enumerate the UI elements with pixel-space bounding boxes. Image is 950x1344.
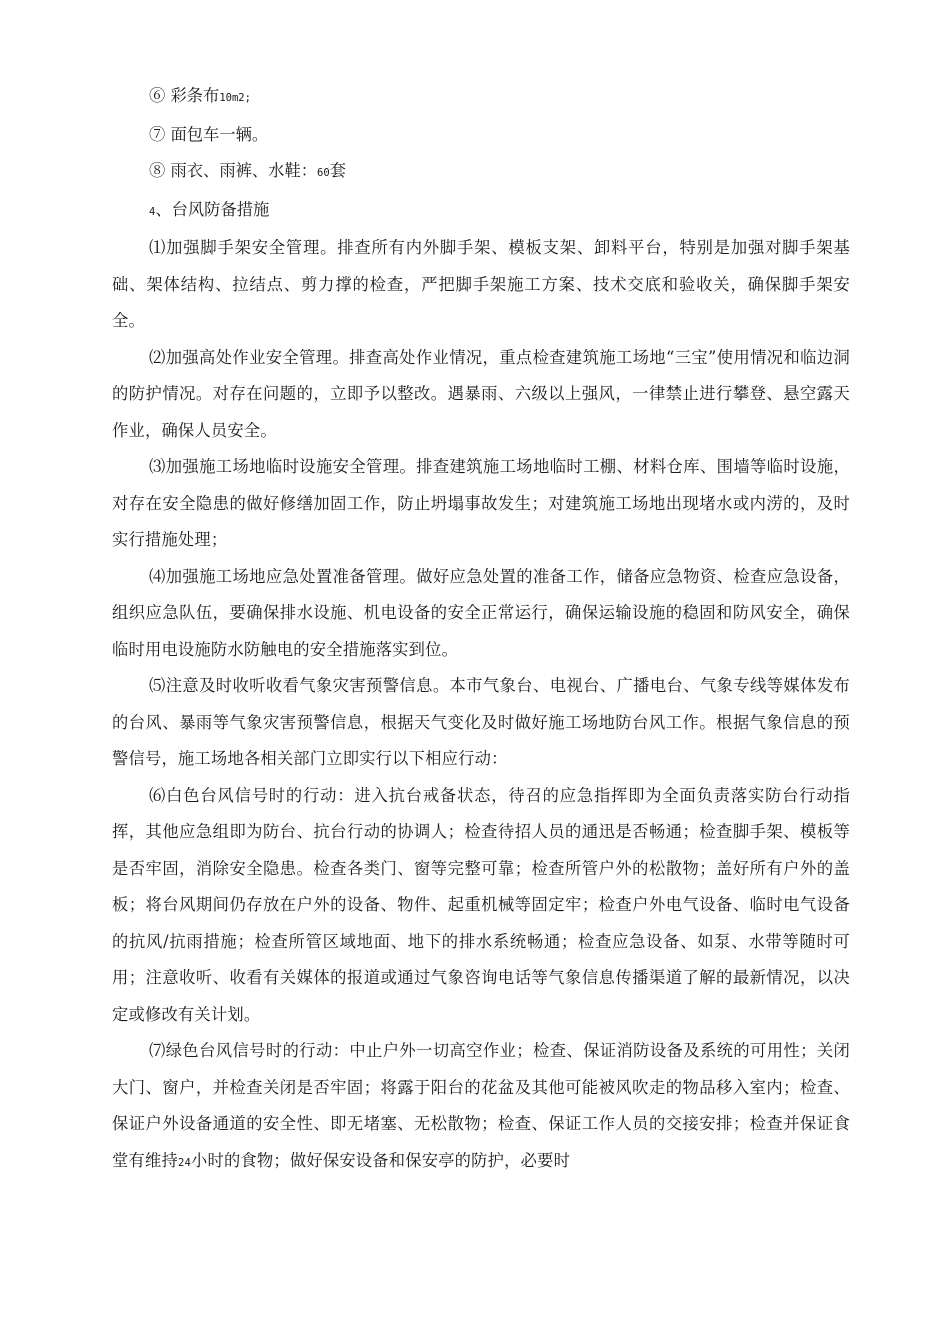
- paragraph-3: [112, 449, 850, 559]
- list-item-text: 彩条布: [170, 86, 220, 105]
- section-title: 、台风防备措施: [155, 199, 270, 219]
- list-item-text: 雨衣、雨裤、水鞋：: [170, 161, 318, 180]
- section-heading: [112, 192, 850, 231]
- paragraph-number: 24: [177, 1156, 191, 1169]
- paragraph-text: 加强脚手架安全管理。排查所有内外脚手架、模板支架、卸料平台，特别是加强对脚手架基础、架体结构、拉结点、剪力撑的检查，严把脚手架施工方案、技术交底和验收关，确保脚手架安全。: [112, 238, 850, 330]
- list-item-text: 面包车一辆。: [170, 124, 269, 144]
- paragraph-text: 加强施工场地应急处置准备管理。做好应急处置的准备工作，储备应急物资、检查应急设备，组织应急队伍，要确保排水设施、机电设备的安全正常运行，确保运输设施的稳固和防风安全，确保临时用电设施防水防触电的安全措施落实到位。: [112, 566, 850, 659]
- paragraph-text: 白色台风信号时的行动：进入抗台戒备状态，待召的应急指挥即为全面负责落实防台行动指挥，其他应急组即为防台、抗台行动的协调人；检查待招人员的通迅是否畅通；检查脚手架、模板等是否牢固，消除安全隐患。检查各类门、窗等完整可靠；检查所管户外的松散物；盖好所有户外的盖板；将台风期间仍存放在户外的设备、物件、起重机械等固定牢；检查户外电气设备、临时电气设备的抗风/抗雨措施；检查所管区域地面、地下的排水系统畅通；检查应急设备、如泵、水带等随时可用；注意收听、收看有关媒体的报道或通过气象咨询电话等气象信息传播渠道了解的最新情况，以决定或修改有关计划。: [112, 785, 850, 1024]
- list-marker: ⑦: [149, 124, 166, 144]
- paragraph-marker: ⑴: [149, 238, 167, 257]
- paragraph-marker: ⑹: [149, 785, 167, 805]
- paragraph-marker: ⑸: [149, 676, 166, 695]
- list-marker: ⑥: [149, 86, 166, 105]
- list-item-quantity: 10m2;: [219, 92, 251, 104]
- paragraph-2: [112, 340, 850, 450]
- paragraph-7: [112, 1033, 850, 1181]
- paragraph-marker: ⑷: [149, 566, 166, 586]
- paragraph-5: [112, 668, 850, 778]
- paragraph-6: [112, 778, 850, 1034]
- list-item-8: [112, 153, 850, 192]
- section-number: 4: [149, 205, 156, 218]
- paragraph-4: [112, 559, 850, 669]
- document-body: [112, 78, 850, 1181]
- paragraph-marker: ⑺: [149, 1041, 166, 1060]
- list-item-6: [112, 78, 850, 117]
- paragraph-marker: ⑶: [149, 457, 166, 476]
- paragraph-text-continued: 小时的食物；做好保安设备和保安亭的防护，必要时: [190, 1150, 571, 1170]
- list-item-unit: 套: [329, 161, 346, 180]
- paragraph-text: 加强高处作业安全管理。排查高处作业情况，重点检查建筑施工场地“三宝”使用情况和临边洞的防护情况。对存在问题的，立即予以整改。遇暴雨、六级以上强风，一律禁止进行攀登、悬空露天作业，确保人员安全。: [112, 347, 850, 440]
- list-item-7: [112, 117, 850, 154]
- paragraph-text: 注意及时收听收看气象灾害预警信息。本市气象台、电视台、广播电台、气象专线等媒体发布的台风、暴雨等气象灾害预警信息，根据天气变化及时做好施工场地防台风工作。根据气象信息的预警信号，施工场地各相关部门立即实行以下相应行动：: [112, 676, 850, 768]
- paragraph-text: 绿色台风信号时的行动：中止户外一切高空作业；检查、保证消防设备及系统的可用性；关闭大门、窗户，并检查关闭是否牢固；将露于阳台的花盆及其他可能被风吹走的物品移入室内；检查、保证户外设备通道的安全性、即无堵塞、无松散物；检查、保证工作人员的交接安排；检查并保证食堂有维持: [112, 1041, 850, 1170]
- list-item-quantity: 60: [317, 167, 330, 179]
- paragraph-1: [112, 230, 850, 340]
- paragraph-marker: ⑵: [149, 347, 166, 367]
- paragraph-text: 加强施工场地临时设施安全管理。排查建筑施工场地临时工棚、材料仓库、围墙等临时设施，对存在安全隐患的做好修缮加固工作，防止坍塌事故发生；对建筑施工场地出现堵水或内涝的，及时实行措施处理；: [112, 457, 850, 549]
- list-marker: ⑧: [149, 161, 166, 180]
